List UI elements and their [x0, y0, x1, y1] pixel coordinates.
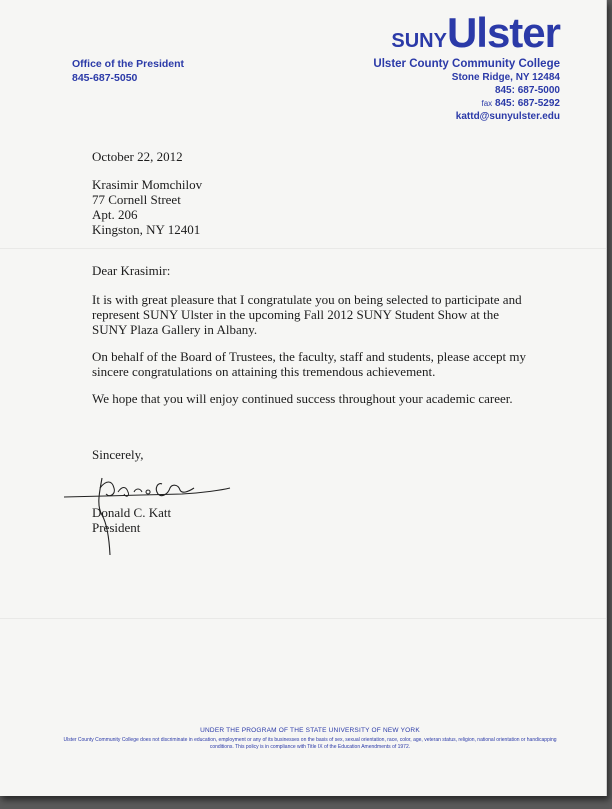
logo-suny: SUNY [391, 30, 447, 52]
footer [60, 727, 560, 751]
recipient-address [92, 177, 532, 237]
college-name: Ulster County Community College [373, 58, 560, 70]
closing: Sincerely, [92, 447, 144, 462]
office-block [72, 57, 184, 85]
logo-ulster: Ulster [446, 9, 560, 56]
signature-block [92, 505, 532, 535]
footer-program: UNDER THE PROGRAM OF THE STATE UNIVERSITY OF NEW YORK [200, 727, 420, 734]
paragraph-2: On behalf of the Board of Trustees, the faculty, staff and students, please accept my sincere congratulations on attaining this tremendous achievement. [92, 349, 526, 379]
signer-name: Donald C. Katt [92, 505, 172, 520]
office-name: Office of the President [72, 58, 185, 70]
suny-ulster-logo [391, 9, 560, 56]
signer-title: President [92, 520, 141, 535]
paper-fold [0, 248, 606, 249]
college-block [373, 57, 560, 123]
paragraph-3: We hope that you will enjoy continued success throughout your academic career. [92, 391, 513, 406]
college-address: Stone Ridge, NY 12484 [451, 72, 560, 83]
letter-date: October 22, 2012 [92, 149, 183, 164]
paragraph-1: It is with great pleasure that I congratulate you on being selected to participate and represent SUNY Ulster in the upcoming Fall 2012 SUNY Student Show at the SUNY Plaza Gallery in Albany. [92, 292, 522, 337]
fax-number: 845: 687-5292 [494, 98, 560, 109]
paper-fold [0, 618, 606, 619]
recipient-name: Krasimir Momchilov [92, 177, 203, 192]
office-phone: 845-687-5050 [72, 72, 138, 84]
recipient-city: Kingston, NY 12401 [92, 222, 201, 237]
fax-label: fax [481, 99, 493, 108]
college-fax [373, 97, 560, 110]
salutation: Dear Krasimir: [92, 263, 171, 278]
college-email: kattd@sunyulster.edu [455, 111, 560, 122]
footer-policy: Ulster County Community College does not discriminate in education, employment or any of its businesses on the basis of sex, sexual orientation, race, color, age, veteran status, religion, national orientation or handicapping conditions. This policy is in compliance with Title IX of the Education Amendments of 1972. [63, 737, 557, 750]
college-phone: 845: 687-5000 [494, 85, 560, 96]
recipient-street: 77 Cornell Street [92, 192, 181, 207]
recipient-apt: Apt. 206 [92, 207, 138, 222]
